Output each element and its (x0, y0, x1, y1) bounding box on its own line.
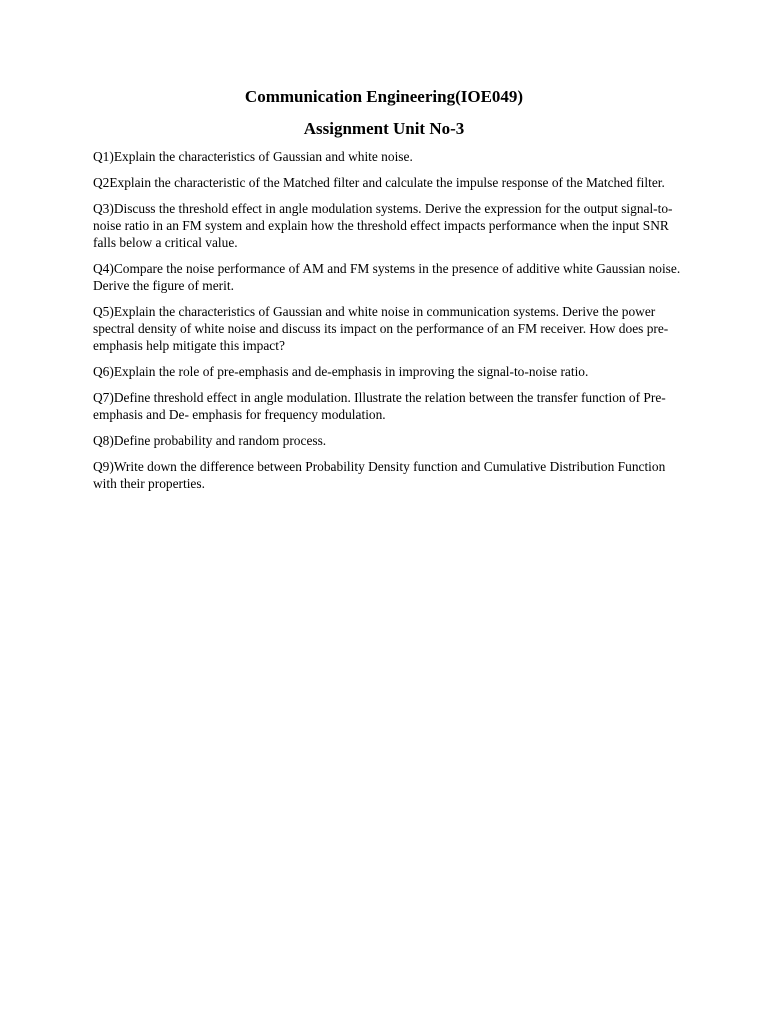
question-9: Q9)Write down the difference between Probability Density function and Cumulative Distribution Function with their properties. (93, 459, 666, 491)
question-7: Q7)Define threshold effect in angle modulation. Illustrate the relation between the transfer function of Pre-emphasis and De- emphasis for frequency modulation. (93, 390, 666, 422)
question-1: Q1)Explain the characteristics of Gaussian and white noise. (93, 149, 413, 164)
question-6: Q6)Explain the role of pre-emphasis and de-emphasis in improving the signal-to-noise ratio. (93, 364, 589, 379)
question-5: Q5)Explain the characteristics of Gaussian and white noise in communication systems. Derive the power spectral density of white noise and discuss its impact on the performance of an FM receiver. How does pre-emphasis help mitigate this impact? (93, 304, 669, 353)
question-2: Q2Explain the characteristic of the Matched filter and calculate the impulse response of the Matched filter. (93, 175, 665, 190)
assignment-subtitle: Assignment Unit No-3 (303, 119, 465, 138)
question-3: Q3)Discuss the threshold effect in angle modulation systems. Derive the expression for the output signal-to-noise ratio in an FM system and explain how the threshold effect impacts performance when the input SNR falls below a critical value. (93, 201, 673, 250)
question-list (93, 148, 683, 501)
question-8: Q8)Define probability and random process. (93, 433, 327, 448)
document-title: Communication Engineering(IOE049) (244, 87, 524, 106)
question-4: Q4)Compare the noise performance of AM and FM systems in the presence of additive white Gaussian noise. Derive the figure of merit. (93, 261, 681, 293)
